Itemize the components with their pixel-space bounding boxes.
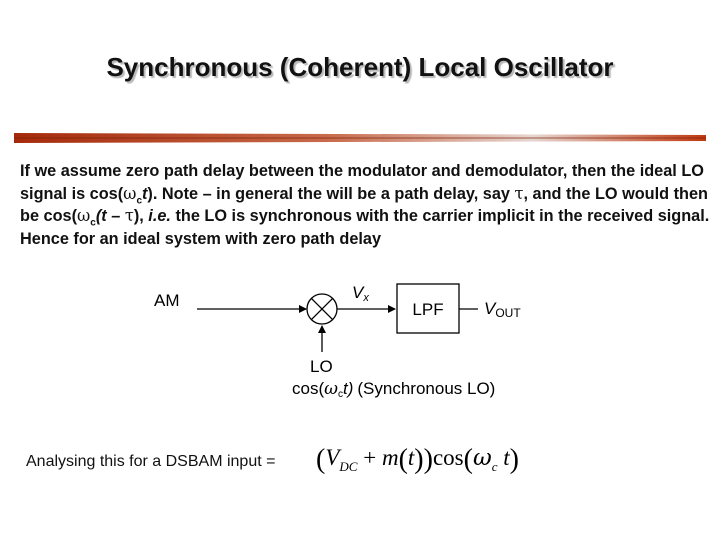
input-label: AM [154, 291, 180, 310]
vout-subscript: OUT [495, 306, 521, 320]
lo-cos: cos( [292, 379, 325, 398]
paren: ( [398, 444, 408, 475]
formula-m: m [381, 445, 399, 470]
paren: ) [509, 444, 519, 475]
formula-v: V [325, 445, 340, 470]
tau-symbol: τ [514, 183, 524, 203]
formula-t: t [407, 445, 415, 470]
dsbam-formula [316, 444, 519, 476]
formula-cos-t: t [497, 445, 510, 470]
lo-omega: ω [324, 379, 338, 399]
paren: ( [463, 444, 473, 475]
output-label [484, 299, 521, 320]
mixer-symbol [307, 294, 337, 324]
paren: ) [423, 444, 433, 475]
vx-label: V [352, 283, 364, 302]
tau-symbol: τ [124, 206, 134, 226]
lo-note: (Synchronous LO) [357, 379, 496, 398]
lo-t: t) [343, 379, 354, 398]
vx-subscript: x [363, 292, 369, 304]
text-run: ), [133, 207, 149, 226]
paren: ) [414, 444, 424, 475]
omega-symbol: ω [123, 183, 137, 203]
vout-label: V [484, 299, 496, 318]
subscript-c: c [90, 217, 96, 229]
text-run: ). Note – in general the will be a path delay, say [147, 184, 515, 203]
lo-label: LO [310, 357, 333, 376]
subscript-c: c [136, 194, 142, 206]
text-run: the LO is synchronous with the carrier implicit in the received signal. Hence for an ideal system with zero path delay [20, 207, 710, 248]
text-run: i.e. [148, 207, 171, 226]
lo-subscript: c [338, 389, 343, 400]
omega-symbol: ω [77, 206, 91, 226]
paren: ( [316, 444, 326, 475]
lpf-label: LPF [412, 300, 444, 319]
text-run: , and the LO would then be cos( [20, 184, 708, 226]
formula-plus: + [357, 445, 382, 470]
lo-expression [292, 379, 495, 400]
formula-vdc-sub: DC [339, 459, 358, 474]
text-run: (t – [95, 207, 125, 226]
mixer-output-label [352, 283, 369, 304]
text-run: t [142, 184, 148, 203]
text-run: If we assume zero path delay between the modulator and demodulator, then the ideal LO signal is cos( [20, 162, 704, 203]
formula-omega-sub: c [491, 459, 498, 474]
formula-omega: ω [472, 445, 492, 471]
slide-title: Synchronous (Coherent) Local Oscillator [106, 52, 614, 82]
formula-cos: cos [432, 445, 464, 470]
formula-label: Analysing this for a DSBAM input = [26, 453, 276, 470]
